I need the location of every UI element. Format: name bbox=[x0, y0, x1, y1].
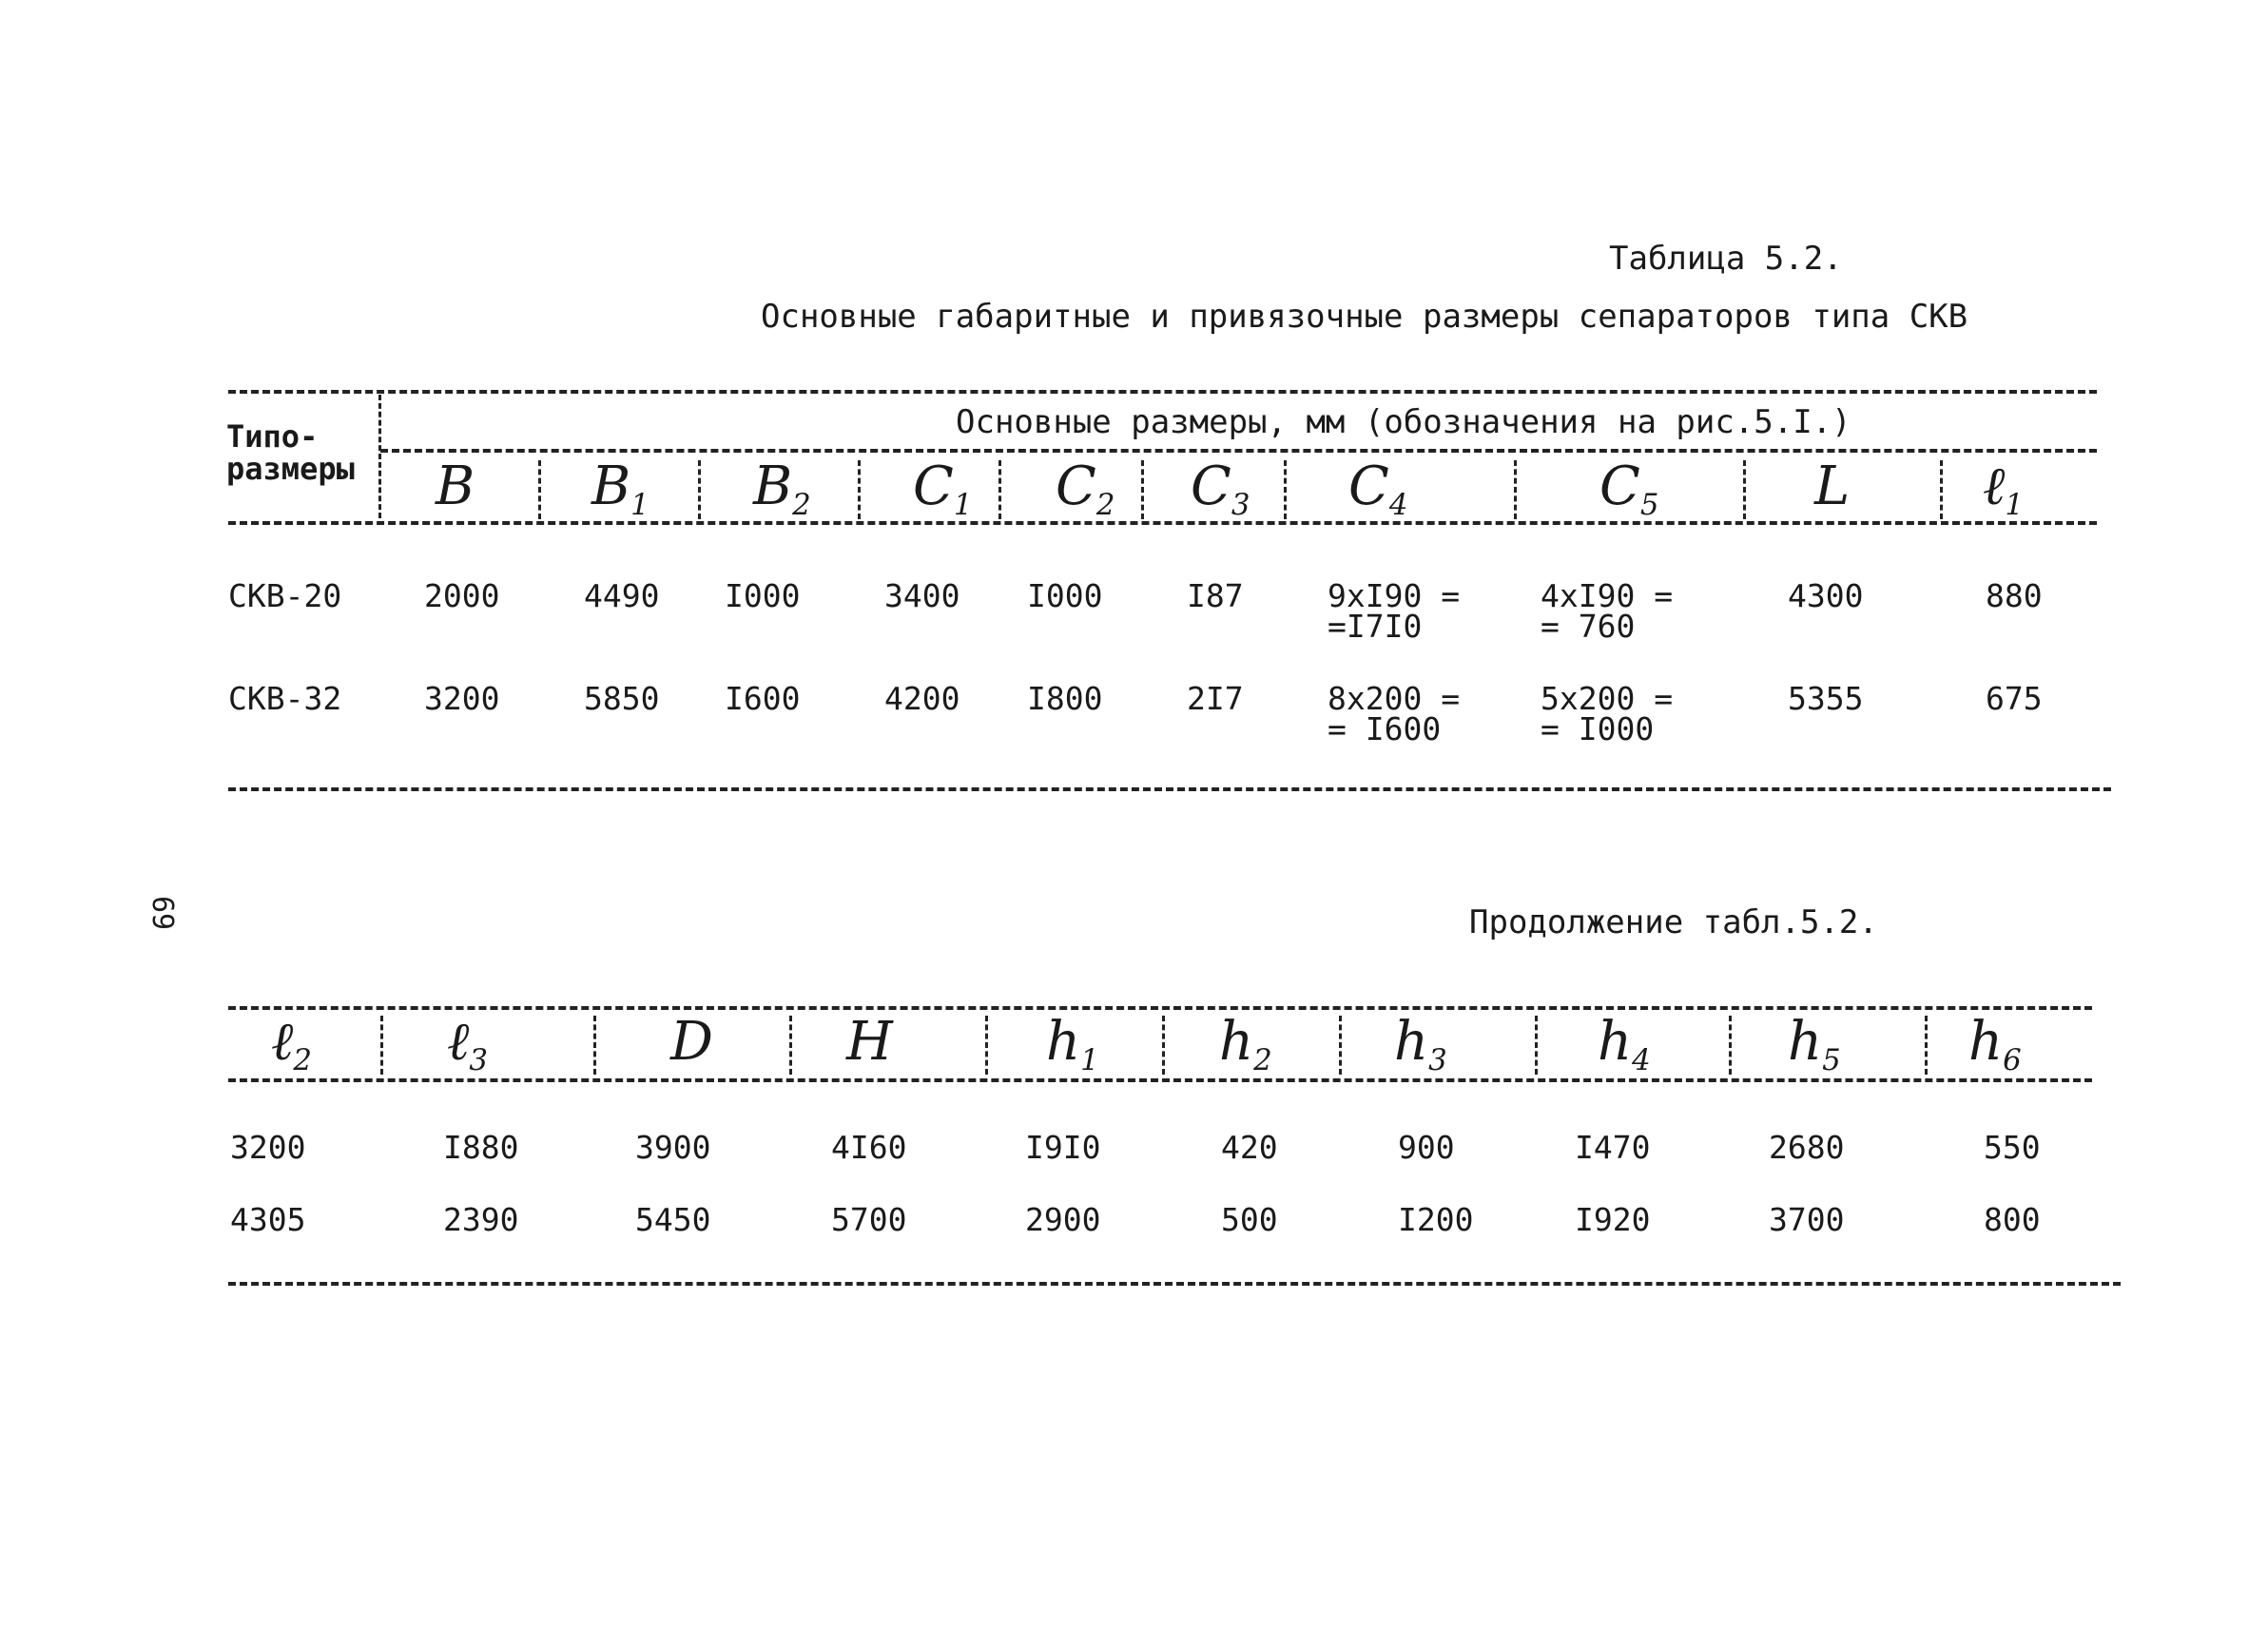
table-cell: I880 bbox=[443, 1129, 519, 1166]
col-symbol-D: D bbox=[670, 1011, 713, 1073]
table-cell: I920 bbox=[1575, 1201, 1651, 1238]
col-symbol-B2: $B_2$ bbox=[753, 456, 811, 522]
table-cell: 675 bbox=[1986, 680, 2043, 717]
continuation-label: Продолжение табл.5.2. bbox=[1469, 903, 1878, 941]
table-cell: =I7I0 bbox=[1328, 608, 1423, 645]
header-vsep bbox=[1284, 460, 1287, 519]
table-cell: = I000 bbox=[1541, 710, 1655, 747]
table-cell: 4200 bbox=[884, 680, 960, 717]
col-symbol-C1: $C_1$ bbox=[913, 456, 973, 522]
col-symbol-h5: $h_5$ bbox=[1788, 1011, 1841, 1077]
table-cell: I000 bbox=[725, 577, 801, 614]
type-header-line1: Типо- bbox=[226, 418, 319, 455]
table-cell: 5x200 = bbox=[1541, 680, 1674, 717]
table-cell: 2390 bbox=[443, 1201, 519, 1238]
header-vsep bbox=[1729, 1016, 1732, 1075]
table-cell: 5850 bbox=[584, 680, 660, 717]
table-cell: 4300 bbox=[1788, 577, 1864, 614]
table-cell: 800 bbox=[1984, 1201, 2041, 1238]
header-vsep bbox=[1514, 460, 1517, 519]
col-symbol-h2: $h_2$ bbox=[1219, 1011, 1272, 1077]
col-symbol-B: B bbox=[436, 456, 475, 517]
table-cell: 2I7 bbox=[1187, 680, 1244, 717]
header-vsep bbox=[380, 1016, 383, 1075]
header-vsep bbox=[789, 1016, 792, 1075]
header-vsep bbox=[1940, 460, 1943, 519]
col-symbol-l1: ℓ$_1$ bbox=[1983, 456, 2024, 522]
col-symbol-l3: ℓ$_3$ bbox=[447, 1011, 488, 1077]
table-cell: 2000 bbox=[424, 577, 500, 614]
header-vsep bbox=[538, 460, 541, 519]
header-vsep bbox=[698, 460, 701, 519]
col-symbol-h6: $h_6$ bbox=[1968, 1011, 2022, 1077]
col-symbol-C4: $C_4$ bbox=[1348, 456, 1408, 522]
row-type-name: СКВ-20 bbox=[228, 577, 342, 614]
page-number: 69 bbox=[145, 896, 179, 931]
table-cell: 880 bbox=[1986, 577, 2043, 614]
table-cell: 4490 bbox=[584, 577, 660, 614]
header-vsep bbox=[1339, 1016, 1342, 1075]
col-symbol-C3: $C_3$ bbox=[1191, 456, 1250, 522]
table-cell: 2680 bbox=[1769, 1129, 1845, 1166]
table-cell: = I600 bbox=[1328, 710, 1442, 747]
table-cell: 8x200 = bbox=[1328, 680, 1461, 717]
col-symbol-l2: ℓ$_2$ bbox=[271, 1011, 312, 1077]
table-cell: 4xI90 = bbox=[1541, 577, 1674, 614]
header-vsep bbox=[985, 1016, 988, 1075]
table-label: Таблица 5.2. bbox=[1609, 240, 1843, 278]
table-cell: I800 bbox=[1027, 680, 1103, 717]
header-vsep bbox=[1535, 1016, 1538, 1075]
table-cell: I200 bbox=[1398, 1201, 1474, 1238]
header-vsep-type bbox=[378, 395, 381, 518]
table-cell: I000 bbox=[1027, 577, 1103, 614]
col-symbol-h3: $h_3$ bbox=[1394, 1011, 1447, 1077]
table-cell: 3900 bbox=[635, 1129, 711, 1166]
table-cell: I600 bbox=[725, 680, 801, 717]
table-cell: 3200 bbox=[230, 1129, 306, 1166]
table-cell: I470 bbox=[1575, 1129, 1651, 1166]
table-cell: = 760 bbox=[1541, 608, 1636, 645]
table-cell: 2900 bbox=[1025, 1201, 1101, 1238]
table-cell: 4305 bbox=[230, 1201, 306, 1238]
header-vsep bbox=[593, 1016, 596, 1075]
table-cell: 550 bbox=[1984, 1129, 2041, 1166]
col-symbol-L: L bbox=[1814, 456, 1851, 517]
group-header: Основные размеры, мм (обозначения на рис.5.I.) bbox=[956, 403, 1851, 441]
table-cell: I87 bbox=[1187, 577, 1244, 614]
table2-top-rule bbox=[228, 1006, 2092, 1010]
type-header-line2: размеры bbox=[226, 451, 355, 487]
col-symbol-C5: $C_5$ bbox=[1599, 456, 1659, 522]
row-type-name: СКВ-32 bbox=[228, 680, 342, 717]
col-symbol-h4: $h_4$ bbox=[1598, 1011, 1651, 1077]
table2-bottom-rule bbox=[228, 1282, 2121, 1286]
table-cell: 5700 bbox=[831, 1201, 907, 1238]
table-header-mid-rule bbox=[380, 449, 2097, 453]
table-cell: 5355 bbox=[1788, 680, 1864, 717]
table-cell: 4I60 bbox=[831, 1129, 907, 1166]
table-cell: 420 bbox=[1221, 1129, 1278, 1166]
table-cell: I9I0 bbox=[1025, 1129, 1101, 1166]
table-cell: 900 bbox=[1398, 1129, 1455, 1166]
table-title: Основные габаритные и привязочные размеры сепараторов типа СКВ bbox=[761, 298, 1968, 336]
table-cell: 5450 bbox=[635, 1201, 711, 1238]
table-bottom-rule bbox=[228, 787, 2111, 791]
header-vsep bbox=[1141, 460, 1144, 519]
header-vsep bbox=[858, 460, 861, 519]
header-vsep bbox=[998, 460, 1001, 519]
col-symbol-h1: $h_1$ bbox=[1046, 1011, 1099, 1077]
header-vsep bbox=[1162, 1016, 1165, 1075]
table-cell: 500 bbox=[1221, 1201, 1278, 1238]
table-cell: 3700 bbox=[1769, 1201, 1845, 1238]
header-vsep bbox=[1925, 1016, 1928, 1075]
table-cell: 3400 bbox=[884, 577, 960, 614]
table-cell: 3200 bbox=[424, 680, 500, 717]
table-cell: 9xI90 = bbox=[1328, 577, 1461, 614]
header-vsep bbox=[1743, 460, 1746, 519]
col-symbol-C2: $C_2$ bbox=[1056, 456, 1115, 522]
col-symbol-H: H bbox=[846, 1011, 893, 1073]
col-symbol-B1: $B_1$ bbox=[591, 456, 649, 522]
table-top-rule bbox=[228, 390, 2097, 394]
